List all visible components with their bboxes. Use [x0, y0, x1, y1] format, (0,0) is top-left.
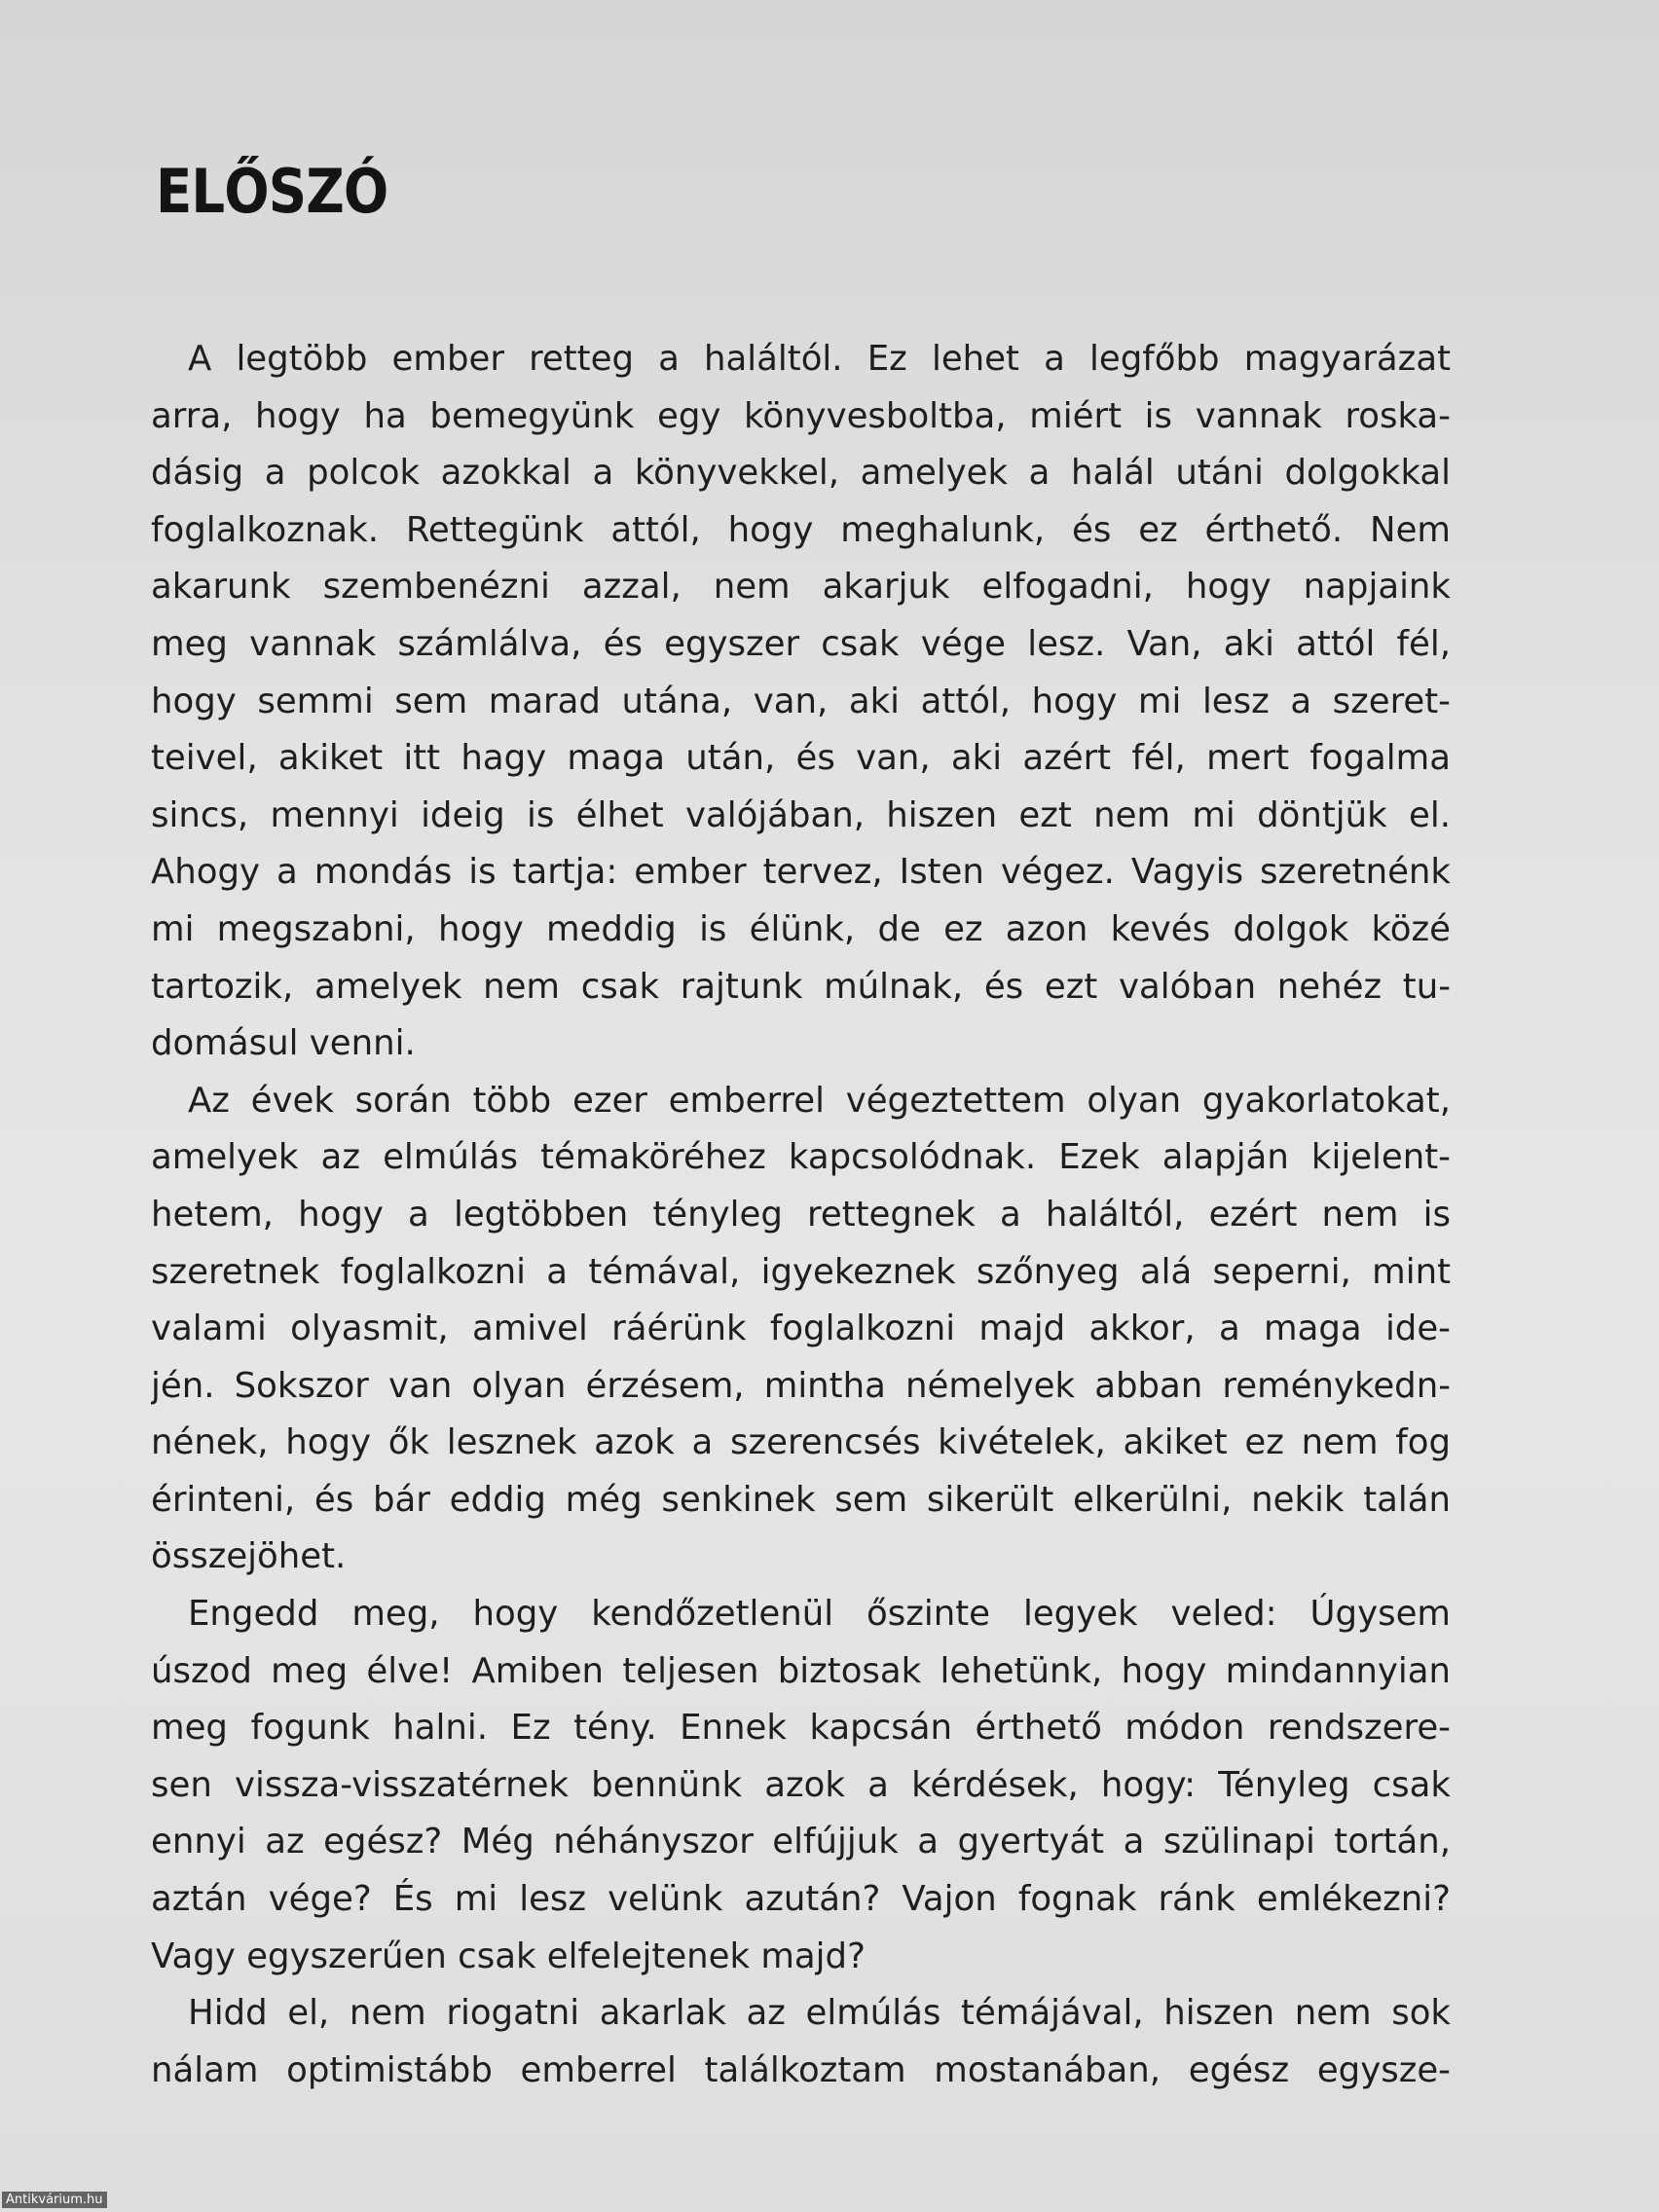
text-line: úszod meg élve! Amiben teljesen biztosak lehetünk, hogy mindannyian	[151, 1650, 1451, 1691]
text-line: meg vannak számlálva, és egyszer csak vége lesz. Van, aki attól fél,	[151, 623, 1451, 664]
text-line: Hidd el, nem riogatni akarlak az elmúlás témájával, hiszen nem sok	[188, 1993, 1451, 2034]
paragraph-2	[151, 1073, 1451, 1586]
text-line: sincs, mennyi ideig is élhet valójában, hiszen ezt nem mi döntjük el.	[151, 794, 1451, 835]
text-line: aztán vége? És mi lesz velünk azután? Vajon fognak ránk emlékezni?	[151, 1879, 1451, 1920]
paragraph-3	[151, 1586, 1451, 1985]
text-line: sen vissza-visszatérnek bennünk azok a kérdések, hogy: Tényleg csak	[151, 1764, 1451, 1805]
text-line: mi megszabni, hogy meddig is élünk, de ez azon kevés dolgok közé	[151, 908, 1451, 949]
body-text	[151, 331, 1451, 2099]
text-line: akarunk szembenézni azzal, nem akarjuk elfogadni, hogy napjaink	[151, 567, 1451, 608]
text-line: szeretnek foglalkozni a témával, igyekeznek szőnyeg alá seperni, mint	[151, 1251, 1451, 1292]
text-line: összejöhet.	[151, 1536, 347, 1577]
text-line: foglalkoznak. Rettegünk attól, hogy meghalunk, és ez érthető. Nem	[151, 509, 1451, 550]
text-line: hogy semmi sem marad utána, van, aki attól, hogy mi lesz a szeret-	[151, 681, 1451, 721]
text-line: valami olyasmit, amivel ráérünk foglalkozni majd akkor, a maga ide-	[151, 1309, 1451, 1349]
text-line: Ahogy a mondás is tartja: ember tervez, Isten végez. Vagyis szeretnénk	[151, 852, 1451, 893]
text-line: amelyek az elmúlás témaköréhez kapcsolódnak. Ezek alapján kijelent-	[151, 1137, 1451, 1178]
text-line: dásig a polcok azokkal a könyvekkel, amelyek a halál utáni dolgokkal	[151, 453, 1451, 494]
site-watermark: Antikvárium.hu	[2, 2192, 107, 2208]
text-line: hetem, hogy a legtöbben tényleg rettegnek a haláltól, ezért nem is	[151, 1194, 1451, 1235]
text-line: tartozik, amelyek nem csak rajtunk múlnak, és ezt valóban nehéz tu-	[151, 966, 1451, 1007]
page-title: ELŐSZÓ	[156, 156, 388, 227]
text-line: Vagy egyszerűen csak elfelejtenek majd?	[151, 1936, 866, 1976]
text-line: Engedd meg, hogy kendőzetlenül őszinte legyek veled: Úgysem	[188, 1594, 1451, 1635]
text-line: jén. Sokszor van olyan érzésem, mintha némelyek abban reménykedn-	[151, 1365, 1451, 1406]
text-line: nének, hogy ők lesznek azok a szerencsés kivételek, akiket ez nem fog	[151, 1422, 1451, 1463]
text-line: nálam optimistább emberrel találkoztam mostanában, egész egysze-	[151, 2049, 1451, 2090]
text-line: domásul venni.	[151, 1023, 416, 1064]
text-line: Az évek során több ezer emberrel végeztettem olyan gyakorlatokat,	[188, 1080, 1451, 1121]
text-line: ennyi az egész? Még néhányszor elfújjuk a gyertyát a szülinapi tortán,	[151, 1822, 1451, 1862]
text-line: arra, hogy ha bemegyünk egy könyvesboltba, miért is vannak roska-	[151, 395, 1451, 436]
text-line: érinteni, és bár eddig még senkinek sem sikerült elkerülni, nekik talán	[151, 1479, 1451, 1520]
text-line: A legtöbb ember retteg a haláltól. Ez lehet a legfőbb magyarázat	[188, 339, 1451, 379]
paragraph-1	[151, 331, 1451, 1073]
text-line: teivel, akiket itt hagy maga után, és van, aki azért fél, mert fogalma	[151, 738, 1451, 779]
text-line: meg fogunk halni. Ez tény. Ennek kapcsán érthető módon rendszere-	[151, 1708, 1451, 1749]
paragraph-4	[151, 1985, 1451, 2099]
